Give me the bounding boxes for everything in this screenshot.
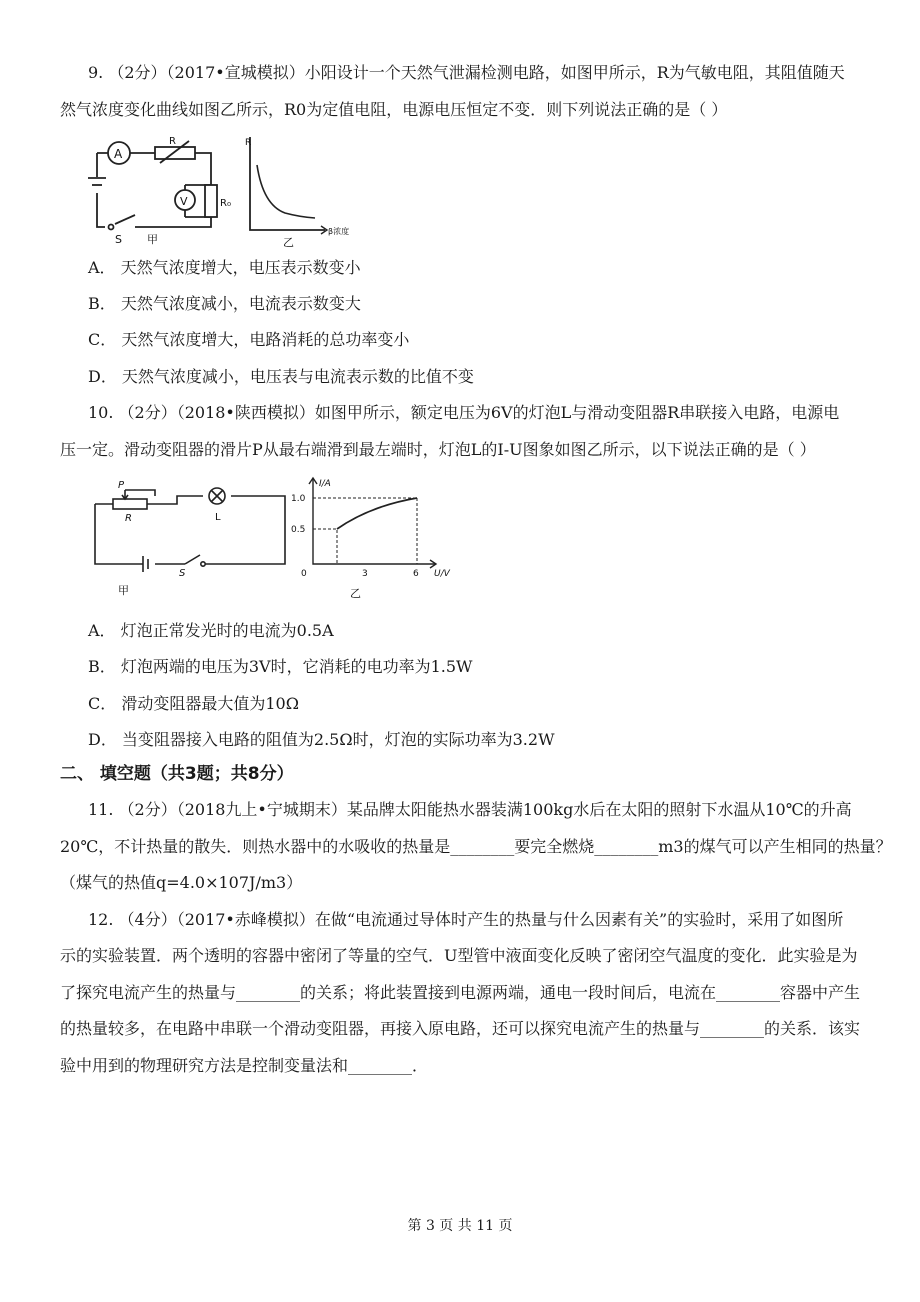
q12-stem-line2: 示的实验装置．两个透明的容器中密闭了等量的空气．U型管中液面变化反映了密闭空气温度的变化．此实验是为 [60,946,858,965]
y-tick-0-5: 0.5 [291,525,306,535]
y-tick-1-0: 1.0 [291,494,306,504]
q9-stem-line2: 然气浓度变化曲线如图乙所示，R0为定值电阻，电源电压恒定不变．则下列说法正确的是（ ） [60,100,728,119]
q9-figure [85,135,350,250]
resistor-r0-label: R₀ [220,198,231,209]
q10-stem-line2: 压一定。滑动变阻器的滑片P从最右端滑到最左端时，灯泡L的I-U图象如图乙所示，以下说法正确的是（ ） [60,440,816,459]
q10-option-d: D． 当变阻器接入电路的阻值为2.5Ω时，灯泡的实际功率为3.2W [88,730,555,749]
q11-stem-line2: 20℃，不计热量的散失．则热水器中的水吸收的热量是________要完全燃烧________m3的煤气可以产生相同的热量？ [60,837,892,856]
q12-stem-line1: 12. （4分）（2017•赤峰模拟）在做“电流通过导体时产生的热量与什么因素有关”的实验时，采用了如图所 [88,910,844,929]
lamp-label: L [215,512,221,523]
q12-stem-line3: 了探究电流产生的热量与________的关系；将此装置接到电源两端，通电一段时间后，电流在________容器中产生 [60,983,861,1002]
voltmeter-label: V [180,195,188,208]
q10-option-b: B． 灯泡两端的电压为3V时，它消耗的电功率为1.5W [88,657,473,676]
q10-option-c: C． 滑动变阻器最大值为10Ω [88,694,299,713]
q12-stem-line4: 的热量较多，在电路中串联一个滑动变阻器，再接入原电路，还可以探究电流产生的热量与________的关系．该实 [60,1019,861,1038]
q11-stem-line3: （煤气的热值q=4.0×107J/m3） [60,873,303,892]
q12-stem-line5: 验中用到的物理研究方法是控制变量法和________． [60,1056,429,1075]
page-footer: 第 3 页 共 11 页 [407,1218,513,1234]
q9-option-c: C． 天然气浓度增大，电路消耗的总功率变小 [88,330,410,349]
q10-option-a: A． 灯泡正常发光时的电流为0.5A [88,621,334,640]
q10-stem-line1: 10. （2分）（2018•陕西模拟）如图甲所示，额定电压为6V的灯泡L与滑动变阻器R串联接入电路，电源电 [88,403,840,422]
slider-label: P [118,480,125,491]
caption-yi: 乙 [283,236,294,249]
rheostat-label: R [125,513,132,524]
caption-jia: 甲 [147,233,158,246]
ammeter-label: A [114,147,123,161]
x-tick-0: 0 [301,569,307,579]
graph-x-label: β浓度 [328,227,350,236]
resistor-r-label: R [169,136,176,147]
caption-jia-2: 甲 [118,584,129,597]
x-tick-6: 6 [413,569,419,579]
graph-y-axis-label: I/A [319,479,331,489]
q9-option-a: A． 天然气浓度增大，电压表示数变小 [88,258,361,277]
switch-label-2: S [179,568,186,579]
caption-yi-2: 乙 [350,587,361,600]
switch-label: S [115,233,122,246]
q9-option-b: B． 天然气浓度减小，电流表示数变大 [88,294,361,313]
q10-figure [85,476,450,604]
q11-stem-line1: 11. （2分）（2018九上•宁城期末）某品牌太阳能热水器装满100kg水后在太阳的照射下水温从10℃的升高 [88,800,852,819]
section-heading: 二、 填空题（共3题；共8分） [60,764,294,784]
q9-option-d: D． 天然气浓度减小，电压表与电流表示数的比值不变 [88,367,474,386]
x-tick-3: 3 [362,569,368,579]
q9-stem-line1: 9. （2分）（2017•宣城模拟）小阳设计一个天然气泄漏检测电路，如图甲所示，R为气敏电阻，其阻值随天 [88,63,845,82]
graph-x-axis-label: U/V [434,569,450,579]
graph-y-label: R [245,138,252,148]
